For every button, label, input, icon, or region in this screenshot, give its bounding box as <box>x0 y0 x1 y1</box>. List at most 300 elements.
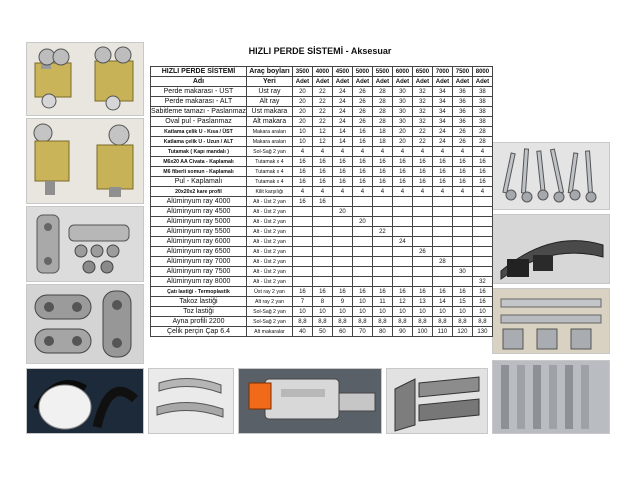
quantity-cell <box>332 247 352 257</box>
item-location-cell: Alt - Üst 2 yan <box>246 197 292 207</box>
quantity-cell: 4 <box>312 187 332 197</box>
quantity-cell <box>292 217 312 227</box>
quantity-cell: 18 <box>372 127 392 137</box>
quantity-cell: 24 <box>392 237 412 247</box>
quantity-cell: 16 <box>292 167 312 177</box>
quantity-cell <box>292 247 312 257</box>
quantity-cell: 4 <box>452 187 472 197</box>
quantity-cell: 8,8 <box>472 317 492 327</box>
rivets-photo <box>492 142 610 210</box>
header-cell-size: 6000 <box>392 67 412 77</box>
quantity-cell: 10 <box>292 137 312 147</box>
header-cell-location: Araç boyları <box>246 67 292 77</box>
item-name-cell: Çelik perçin Çap 6.4 <box>151 327 247 337</box>
quantity-cell: 16 <box>352 137 372 147</box>
quantity-cell: 13 <box>412 297 432 307</box>
quantity-cell: 20 <box>292 117 312 127</box>
quantity-cell: 28 <box>432 257 452 267</box>
quantity-cell <box>472 207 492 217</box>
quantity-cell: 8,8 <box>392 317 412 327</box>
quantity-cell <box>332 267 352 277</box>
quantity-cell <box>312 267 332 277</box>
quantity-cell <box>452 277 472 287</box>
quantity-cell <box>352 207 372 217</box>
header-cell-size: Adet <box>412 77 432 87</box>
header-cell-size: Adet <box>372 77 392 87</box>
item-location-cell: Makara araları <box>246 127 292 137</box>
quantity-cell: 16 <box>432 177 452 187</box>
black-strap-photo <box>26 368 144 434</box>
quantity-cell: 38 <box>472 117 492 127</box>
header-cell-size: 4000 <box>312 67 332 77</box>
quantity-cell: 32 <box>412 117 432 127</box>
item-name-cell: Pul - Kaplamalı <box>151 177 247 187</box>
quantity-cell <box>452 247 472 257</box>
quantity-cell: 40 <box>292 327 312 337</box>
quantity-cell <box>412 237 432 247</box>
quantity-cell: 16 <box>332 287 352 297</box>
quantity-cell: 26 <box>352 107 372 117</box>
quantity-cell: 26 <box>352 87 372 97</box>
item-name-cell: M6 fiberli somun - Kaplamalı <box>151 167 247 177</box>
quantity-cell: 20 <box>332 207 352 217</box>
quantity-cell <box>412 227 432 237</box>
table-row <box>151 237 493 247</box>
quantity-cell <box>472 257 492 267</box>
quantity-cell: 16 <box>312 157 332 167</box>
item-location-cell: Tutamak x 4 <box>246 177 292 187</box>
quantity-cell <box>412 277 432 287</box>
table-row <box>151 307 493 317</box>
table-row <box>151 87 493 97</box>
quantity-cell: 16 <box>372 167 392 177</box>
quantity-cell: 8,8 <box>372 317 392 327</box>
quantity-cell: 16 <box>412 157 432 167</box>
quantity-cell: 16 <box>412 287 432 297</box>
quantity-cell <box>392 277 412 287</box>
item-name-cell: Alüminyum ray 5500 <box>151 227 247 237</box>
table-row <box>151 157 493 167</box>
item-name-cell: Alüminyum ray 6000 <box>151 237 247 247</box>
quantity-cell: 4 <box>352 187 372 197</box>
quantity-cell <box>412 207 432 217</box>
item-location-cell: Sol-Sağ 2 yan <box>246 307 292 317</box>
table-row <box>151 137 493 147</box>
item-location-cell: Üst makara <box>246 107 292 117</box>
table-row <box>151 247 493 257</box>
table-row <box>151 227 493 237</box>
quantity-cell: 16 <box>292 157 312 167</box>
quantity-cell <box>312 247 332 257</box>
item-location-cell: Kilit karşılığı <box>246 187 292 197</box>
header-cell-size: Adet <box>392 77 412 87</box>
quantity-cell: 16 <box>392 287 412 297</box>
quantity-cell: 4 <box>472 187 492 197</box>
handle-bolts-photo <box>26 206 144 282</box>
quantity-cell: 16 <box>392 177 412 187</box>
quantity-cell <box>372 257 392 267</box>
quantity-cell: 26 <box>412 247 432 257</box>
quantity-cell <box>332 217 352 227</box>
quantity-cell: 100 <box>412 327 432 337</box>
quantity-cell: 26 <box>452 127 472 137</box>
quantity-cell <box>412 257 432 267</box>
header-cell-size: Adet <box>352 77 372 87</box>
quantity-cell: 20 <box>392 137 412 147</box>
item-name-cell: Takoz lastiği <box>151 297 247 307</box>
item-location-cell: Alt - Üst 2 yan <box>246 217 292 227</box>
item-location-cell: Alt makaralar <box>246 327 292 337</box>
quantity-cell: 22 <box>312 107 332 117</box>
quantity-cell: 34 <box>432 107 452 117</box>
quantity-cell: 12 <box>312 127 332 137</box>
item-location-cell: Üst ray <box>246 87 292 97</box>
quantity-cell <box>352 247 372 257</box>
item-name-cell: Alüminyum ray 4500 <box>151 207 247 217</box>
quantity-cell: 8 <box>312 297 332 307</box>
quantity-cell <box>312 207 332 217</box>
quantity-cell <box>332 197 352 207</box>
quantity-cell: 16 <box>452 167 472 177</box>
quantity-cell: 30 <box>392 117 412 127</box>
table-row <box>151 277 493 287</box>
table-row <box>151 317 493 327</box>
item-name-cell: Alüminyum ray 4000 <box>151 197 247 207</box>
quantity-cell: 16 <box>312 177 332 187</box>
quantity-cell: 26 <box>452 137 472 147</box>
rubber-seal-photo <box>492 214 610 284</box>
table-row <box>151 147 493 157</box>
quantity-cell: 16 <box>292 197 312 207</box>
quantity-cell: 8,8 <box>452 317 472 327</box>
quantity-cell: 8,8 <box>412 317 432 327</box>
item-name-cell: Perde makarası - ALT <box>151 97 247 107</box>
quantity-cell: 16 <box>452 287 472 297</box>
quantity-cell: 20 <box>292 97 312 107</box>
quantity-cell <box>292 267 312 277</box>
quantity-cell <box>452 207 472 217</box>
quantity-cell <box>392 207 412 217</box>
roller-upper-photo <box>26 42 144 116</box>
quantity-cell: 16 <box>412 177 432 187</box>
item-name-cell: Alüminyum ray 7000 <box>151 257 247 267</box>
item-location-cell: Alt ray <box>246 97 292 107</box>
quantity-cell: 4 <box>392 187 412 197</box>
quantity-cell: 10 <box>312 307 332 317</box>
header-cell-location: Yeri <box>246 77 292 87</box>
item-location-cell: Alt - Üst 2 yan <box>246 267 292 277</box>
quantity-cell <box>392 267 412 277</box>
quantity-cell <box>292 207 312 217</box>
quantity-cell: 26 <box>352 117 372 127</box>
item-name-cell: 20x20x2 kare profil <box>151 187 247 197</box>
table-row <box>151 267 493 277</box>
table-header-row <box>151 67 493 77</box>
quantity-cell: 16 <box>472 177 492 187</box>
quantity-cell: 38 <box>472 97 492 107</box>
quantity-cell: 10 <box>472 307 492 317</box>
quantity-cell: 20 <box>292 107 312 117</box>
item-name-cell: M6x20 AA Civata - Kaplamalı <box>151 157 247 167</box>
quantity-cell <box>432 207 452 217</box>
item-name-cell: Perde makarası - ÜST <box>151 87 247 97</box>
quantity-cell <box>472 227 492 237</box>
quantity-cell <box>472 247 492 257</box>
quantity-cell: 24 <box>432 137 452 147</box>
item-location-cell: Tutamak x 4 <box>246 157 292 167</box>
quantity-cell: 10 <box>352 297 372 307</box>
header-cell-size: Adet <box>332 77 352 87</box>
item-location-cell: Alt - Üst 2 yan <box>246 257 292 267</box>
quantity-cell <box>372 277 392 287</box>
item-location-cell: Alt - Üst 2 yan <box>246 237 292 247</box>
quantity-cell: 8,8 <box>352 317 372 327</box>
quantity-cell <box>372 217 392 227</box>
quantity-cell: 70 <box>352 327 372 337</box>
quantity-cell <box>292 237 312 247</box>
quantity-cell <box>412 197 432 207</box>
quantity-cell: 14 <box>332 127 352 137</box>
quantity-cell: 16 <box>432 157 452 167</box>
quantity-cell <box>392 227 412 237</box>
item-name-cell: Toz lastiği <box>151 307 247 317</box>
item-name-cell: Çatı lastiği - Termoplastik <box>151 287 247 297</box>
table-row <box>151 297 493 307</box>
quantity-cell: 22 <box>412 127 432 137</box>
quantity-cell: 28 <box>372 87 392 97</box>
quantity-cell: 16 <box>332 167 352 177</box>
quantity-cell: 4 <box>292 187 312 197</box>
header-cell-size: Adet <box>432 77 452 87</box>
quantity-cell: 16 <box>312 167 332 177</box>
quantity-cell <box>472 267 492 277</box>
quantity-cell: 28 <box>472 127 492 137</box>
quantity-cell <box>312 217 332 227</box>
item-name-cell: Tutamak ( Kapı mandalı ) <box>151 147 247 157</box>
quantity-cell: 20 <box>292 87 312 97</box>
quantity-cell: 90 <box>392 327 412 337</box>
quantity-cell: 22 <box>312 97 332 107</box>
quantity-cell <box>432 217 452 227</box>
quantity-cell: 4 <box>412 187 432 197</box>
accessory-spec-table <box>150 66 493 337</box>
quantity-cell: 30 <box>452 267 472 277</box>
quantity-cell: 16 <box>352 127 372 137</box>
item-location-cell: Alt - Üst 2 yan <box>246 207 292 217</box>
quantity-cell <box>352 257 372 267</box>
quantity-cell: 7 <box>292 297 312 307</box>
quantity-cell: 16 <box>472 297 492 307</box>
item-location-cell: Sol-Sağ 2 yan <box>246 317 292 327</box>
table-row <box>151 167 493 177</box>
quantity-cell: 16 <box>372 177 392 187</box>
quantity-cell <box>432 247 452 257</box>
quantity-cell: 16 <box>332 177 352 187</box>
quantity-cell <box>472 237 492 247</box>
item-name-cell: Katlama çelik U - Uzun / ALT <box>151 137 247 147</box>
quantity-cell <box>452 197 472 207</box>
quantity-cell: 10 <box>452 307 472 317</box>
quantity-cell: 4 <box>412 147 432 157</box>
quantity-cell: 26 <box>352 97 372 107</box>
quantity-cell: 11 <box>372 297 392 307</box>
quantity-cell: 22 <box>412 137 432 147</box>
quantity-cell: 8,8 <box>432 317 452 327</box>
quantity-cell: 28 <box>472 137 492 147</box>
quantity-cell: 8,8 <box>332 317 352 327</box>
quantity-cell <box>472 197 492 207</box>
square-profile-photo <box>386 368 488 434</box>
quantity-cell: 80 <box>372 327 392 337</box>
header-cell-name: HIZLI PERDE SİSTEMİ <box>151 67 247 77</box>
quantity-cell: 120 <box>452 327 472 337</box>
header-cell-size: 4500 <box>332 67 352 77</box>
quantity-cell: 18 <box>372 137 392 147</box>
aluminium-rail-photo <box>492 360 610 434</box>
quantity-cell: 16 <box>312 287 332 297</box>
table-row <box>151 177 493 187</box>
quantity-cell <box>292 277 312 287</box>
quantity-cell <box>432 237 452 247</box>
quantity-cell <box>372 267 392 277</box>
quantity-cell: 24 <box>332 117 352 127</box>
quantity-cell: 16 <box>432 287 452 297</box>
item-location-cell: Alt - Üst 2 yan <box>246 247 292 257</box>
quantity-cell: 24 <box>332 97 352 107</box>
table-row <box>151 187 493 197</box>
item-name-cell: Alüminyum ray 6500 <box>151 247 247 257</box>
quantity-cell: 34 <box>432 87 452 97</box>
quantity-cell: 24 <box>332 87 352 97</box>
quantity-cell: 110 <box>432 327 452 337</box>
quantity-cell: 16 <box>332 157 352 167</box>
quantity-cell: 50 <box>312 327 332 337</box>
quantity-cell <box>372 207 392 217</box>
quantity-cell: 4 <box>432 187 452 197</box>
quantity-cell <box>332 257 352 267</box>
quantity-cell <box>312 277 332 287</box>
table-row <box>151 257 493 267</box>
quantity-cell: 16 <box>352 177 372 187</box>
quantity-cell <box>392 197 412 207</box>
quantity-cell: 36 <box>452 107 472 117</box>
quantity-cell <box>352 237 372 247</box>
quantity-cell: 16 <box>372 157 392 167</box>
quantity-cell: 10 <box>352 307 372 317</box>
quantity-cell: 16 <box>452 177 472 187</box>
quantity-cell: 22 <box>372 227 392 237</box>
quantity-cell <box>452 257 472 267</box>
quantity-cell: 4 <box>312 147 332 157</box>
item-location-cell: Alt ray 2 yan <box>246 297 292 307</box>
quantity-cell <box>412 267 432 277</box>
table-row <box>151 127 493 137</box>
item-location-cell: Makara araları <box>246 137 292 147</box>
aluminium-profile-photo <box>492 288 610 354</box>
quantity-cell: 16 <box>432 167 452 177</box>
quantity-cell: 4 <box>292 147 312 157</box>
quantity-cell <box>292 227 312 237</box>
quantity-cell: 38 <box>472 107 492 117</box>
quantity-cell: 28 <box>372 97 392 107</box>
quantity-cell: 4 <box>432 147 452 157</box>
quantity-cell: 12 <box>312 137 332 147</box>
quantity-cell <box>352 267 372 277</box>
quantity-cell <box>392 217 412 227</box>
quantity-cell: 32 <box>412 87 432 97</box>
quantity-cell <box>392 257 412 267</box>
quantity-cell: 30 <box>392 97 412 107</box>
quantity-cell: 10 <box>392 307 412 317</box>
quantity-cell: 20 <box>352 217 372 227</box>
quantity-cell <box>312 257 332 267</box>
quantity-cell: 4 <box>372 147 392 157</box>
quantity-cell: 16 <box>472 287 492 297</box>
quantity-cell: 16 <box>452 157 472 167</box>
quantity-cell: 16 <box>292 177 312 187</box>
item-name-cell: Katlama çelik U - Kısa / ÜST <box>151 127 247 137</box>
header-cell-size: Adet <box>452 77 472 87</box>
quantity-cell <box>312 227 332 237</box>
quantity-cell: 16 <box>472 157 492 167</box>
header-cell-size: Adet <box>292 77 312 87</box>
item-name-cell: Sabitleme tamazı - Paslanmaz <box>151 107 246 115</box>
quantity-cell: 36 <box>452 117 472 127</box>
quantity-cell: 4 <box>332 187 352 197</box>
table-header-row <box>151 77 493 87</box>
quantity-cell: 38 <box>472 87 492 97</box>
header-cell-size: 7500 <box>452 67 472 77</box>
quantity-cell: 8,8 <box>312 317 332 327</box>
quantity-cell: 22 <box>312 117 332 127</box>
quantity-cell: 4 <box>392 147 412 157</box>
quantity-cell <box>452 217 472 227</box>
steel-u-plates-photo <box>26 284 144 364</box>
quantity-cell: 14 <box>432 297 452 307</box>
quantity-cell: 36 <box>452 97 472 107</box>
quantity-cell <box>452 227 472 237</box>
roller-lower-photo <box>26 118 144 204</box>
quantity-cell <box>332 237 352 247</box>
quantity-cell: 10 <box>292 127 312 137</box>
header-cell-size: 6500 <box>412 67 432 77</box>
quantity-cell <box>432 267 452 277</box>
header-cell-size: 3500 <box>292 67 312 77</box>
header-cell-size: Adet <box>312 77 332 87</box>
quantity-cell: 10 <box>412 307 432 317</box>
quantity-cell: 10 <box>332 307 352 317</box>
quantity-cell: 34 <box>432 117 452 127</box>
quantity-cell <box>452 237 472 247</box>
quantity-cell <box>332 227 352 237</box>
quantity-cell: 30 <box>392 87 412 97</box>
document-title: HIZLI PERDE SİSTEMİ - Aksesuar <box>248 46 392 56</box>
item-location-cell: Tutamak x 4 <box>246 167 292 177</box>
quantity-cell: 14 <box>332 137 352 147</box>
door-latch-photo <box>238 368 382 434</box>
table-row <box>151 107 493 117</box>
item-name-cell: Ayna profili 2200 <box>151 317 247 327</box>
quantity-cell <box>352 277 372 287</box>
item-name-cell: Alüminyum ray 5000 <box>151 217 247 227</box>
quantity-cell <box>412 217 432 227</box>
item-name-cell: Oval pul - Paslanmaz <box>151 117 247 127</box>
item-location-cell: Alt makara <box>246 117 292 127</box>
quantity-cell: 130 <box>472 327 492 337</box>
header-cell-size: Adet <box>472 77 492 87</box>
quantity-cell: 20 <box>392 127 412 137</box>
table-row <box>151 197 493 207</box>
